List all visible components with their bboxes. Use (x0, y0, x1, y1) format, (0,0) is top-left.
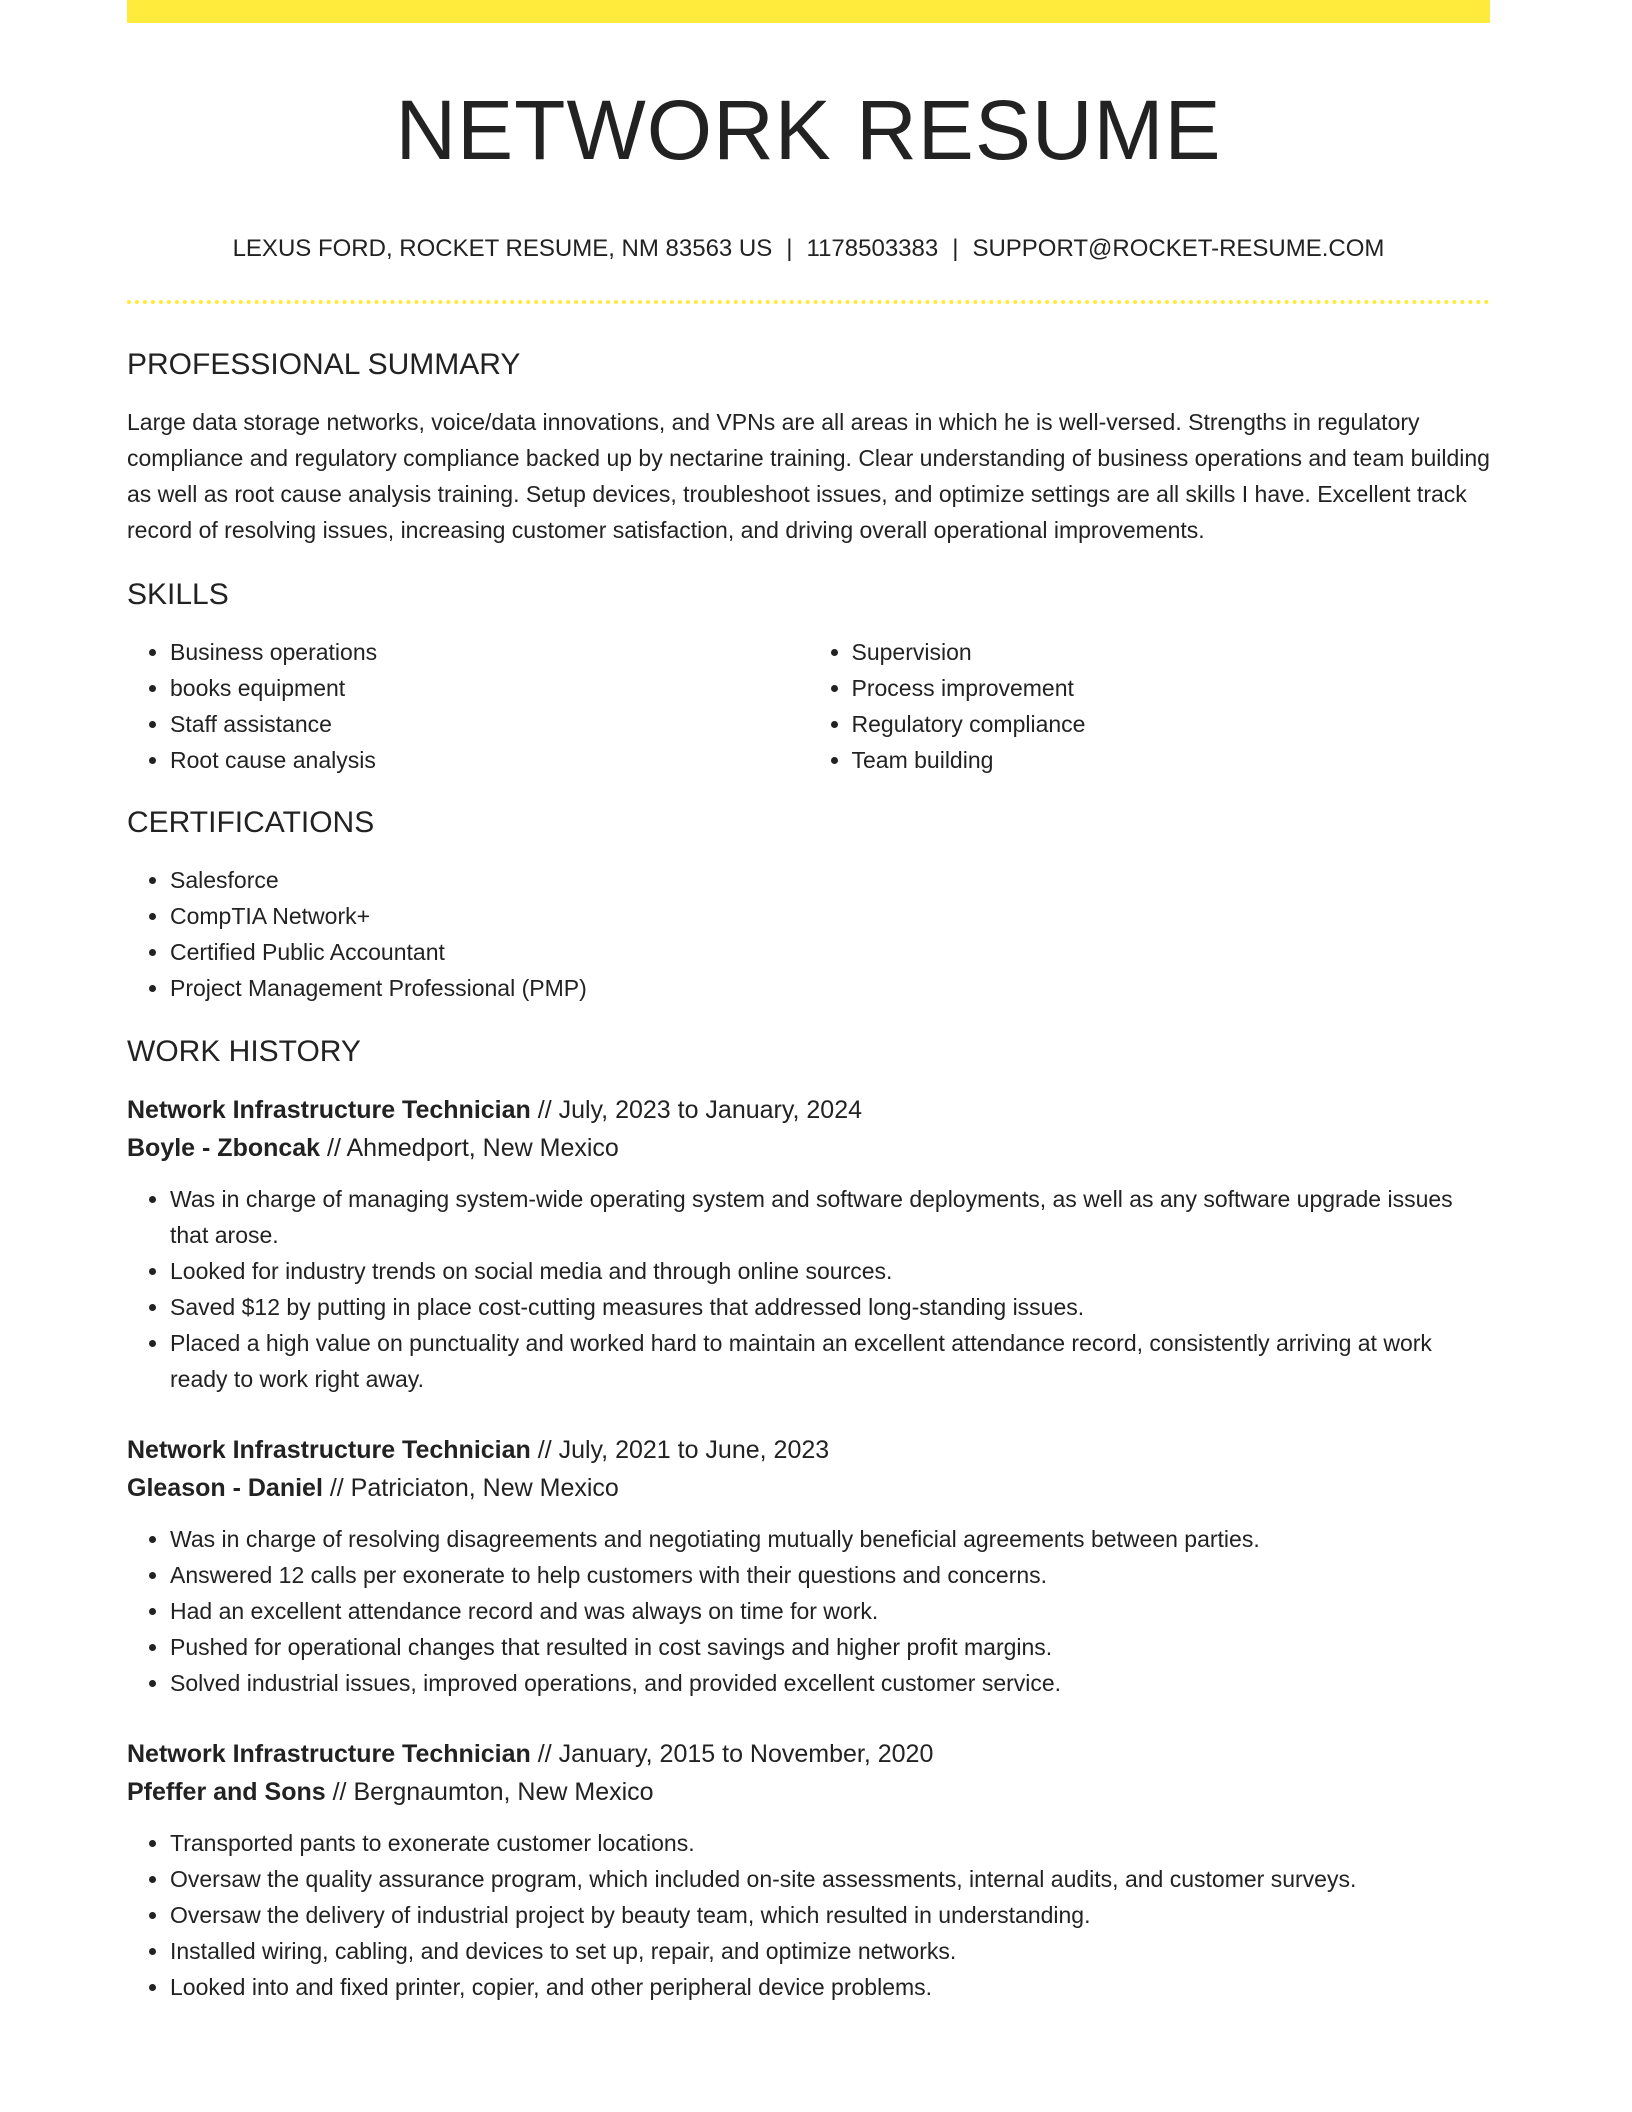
job-company: Pfeffer and Sons (127, 1778, 326, 1806)
certification-item: • Salesforce (170, 862, 1490, 898)
job-entry (127, 1735, 1490, 2005)
skill-item: • Business operations (170, 634, 809, 670)
job-bullet-list (127, 1181, 1490, 1397)
job-company-line (127, 1129, 1490, 1167)
job-bullet: • Transported pants to exonerate customer locations. (170, 1825, 1490, 1861)
job-bullet: • Pushed for operational changes that resulted in cost savings and higher profit margins. (170, 1629, 1490, 1665)
job-bullet: • Saved $12 by putting in place cost-cutting measures that addressed long-standing issues. (170, 1289, 1490, 1325)
skill-item: • Process improvement (852, 670, 1491, 706)
job-company-line (127, 1773, 1490, 1811)
dotted-divider (127, 300, 1490, 304)
certification-item: • Project Management Professional (PMP) (170, 970, 1490, 1006)
job-bullet: • Placed a high value on punctuality and worked hard to maintain an excellent attendance record, consistently arriving at work ready to work right away. (170, 1325, 1490, 1397)
contact-email: SUPPORT@ROCKET-RESUME.COM (972, 235, 1385, 262)
job-bullet: • Solved industrial issues, improved operations, and provided excellent customer service. (170, 1665, 1490, 1701)
skills-heading: SKILLS (127, 578, 229, 611)
job-location: // Bergnaumton, New Mexico (325, 1778, 654, 1806)
job-bullet: • Oversaw the delivery of industrial project by beauty team, which resulted in understanding. (170, 1897, 1490, 1933)
job-title: Network Infrastructure Technician (127, 1740, 531, 1768)
skill-item: • books equipment (170, 670, 809, 706)
skill-item: • Root cause analysis (170, 742, 809, 778)
job-title: Network Infrastructure Technician (127, 1436, 531, 1464)
job-bullet: • Installed wiring, cabling, and devices to set up, repair, and optimize networks. (170, 1933, 1490, 1969)
job-bullet: • Had an excellent attendance record and was always on time for work. (170, 1593, 1490, 1629)
job-bullet: • Oversaw the quality assurance program, which included on-site assessments, internal audits, and customer surveys. (170, 1861, 1490, 1897)
certification-item: • Certified Public Accountant (170, 934, 1490, 970)
skill-item: • Staff assistance (170, 706, 809, 742)
contact-separator: | (952, 235, 959, 262)
job-title-line (127, 1091, 1490, 1129)
job-title-line (127, 1431, 1490, 1469)
work-history-heading: WORK HISTORY (127, 1035, 361, 1068)
job-location: // Patriciaton, New Mexico (322, 1474, 619, 1502)
contact-phone: 1178503383 (806, 235, 939, 262)
skill-item: • Regulatory compliance (852, 706, 1491, 742)
job-dates: // January, 2015 to November, 2020 (530, 1740, 934, 1768)
summary-text: Large data storage networks, voice/data innovations, and VPNs are all areas in which he is well-versed. Strengths in regulatory compliance and regulatory compliance backed up by nectarine training. Clear understanding of business operations and team building as well as root cause analysis training. Setup devices, troubleshoot issues, and optimize settings are all skills I have. Excellent track record of resolving issues, increasing customer satisfaction, and driving overall operational improvements. (127, 409, 1490, 543)
job-entry (127, 1431, 1490, 1701)
job-bullet: • Answered 12 calls per exonerate to help customers with their questions and concerns. (170, 1557, 1490, 1593)
job-bullet: • Looked for industry trends on social media and through online sources. (170, 1253, 1490, 1289)
job-company-line (127, 1469, 1490, 1507)
contact-separator: | (786, 235, 793, 262)
skill-item: • Team building (852, 742, 1491, 778)
certification-item: • CompTIA Network+ (170, 898, 1490, 934)
skills-list-left (127, 634, 809, 778)
skills-list-right (809, 634, 1491, 778)
contact-address: LEXUS FORD, ROCKET RESUME, NM 83563 US (232, 235, 773, 262)
job-entry (127, 1091, 1490, 1397)
contact-line (127, 233, 1490, 265)
certifications-list (127, 862, 1490, 1006)
skills-grid (127, 634, 1490, 778)
resume-title: NETWORK RESUME (395, 83, 1222, 177)
job-dates: // July, 2023 to January, 2024 (530, 1096, 863, 1124)
job-location: // Ahmedport, New Mexico (320, 1134, 619, 1162)
job-bullet: • Was in charge of resolving disagreements and negotiating mutually beneficial agreements between parties. (170, 1521, 1490, 1557)
job-bullet-list (127, 1825, 1490, 2005)
job-company: Gleason - Daniel (127, 1474, 323, 1502)
resume-content (127, 0, 1490, 2005)
job-bullet: • Was in charge of managing system-wide operating system and software deployments, as well as any software upgrade issues that arose. (170, 1181, 1490, 1253)
job-bullet-list (127, 1521, 1490, 1701)
job-company: Boyle - Zboncak (127, 1134, 321, 1162)
skill-item: • Supervision (852, 634, 1491, 670)
job-title: Network Infrastructure Technician (127, 1096, 531, 1124)
job-bullet: • Looked into and fixed printer, copier, and other peripheral device problems. (170, 1969, 1490, 2005)
job-title-line (127, 1735, 1490, 1773)
job-dates: // July, 2021 to June, 2023 (530, 1436, 830, 1464)
summary-heading: PROFESSIONAL SUMMARY (127, 348, 521, 381)
certifications-heading: CERTIFICATIONS (127, 806, 375, 839)
